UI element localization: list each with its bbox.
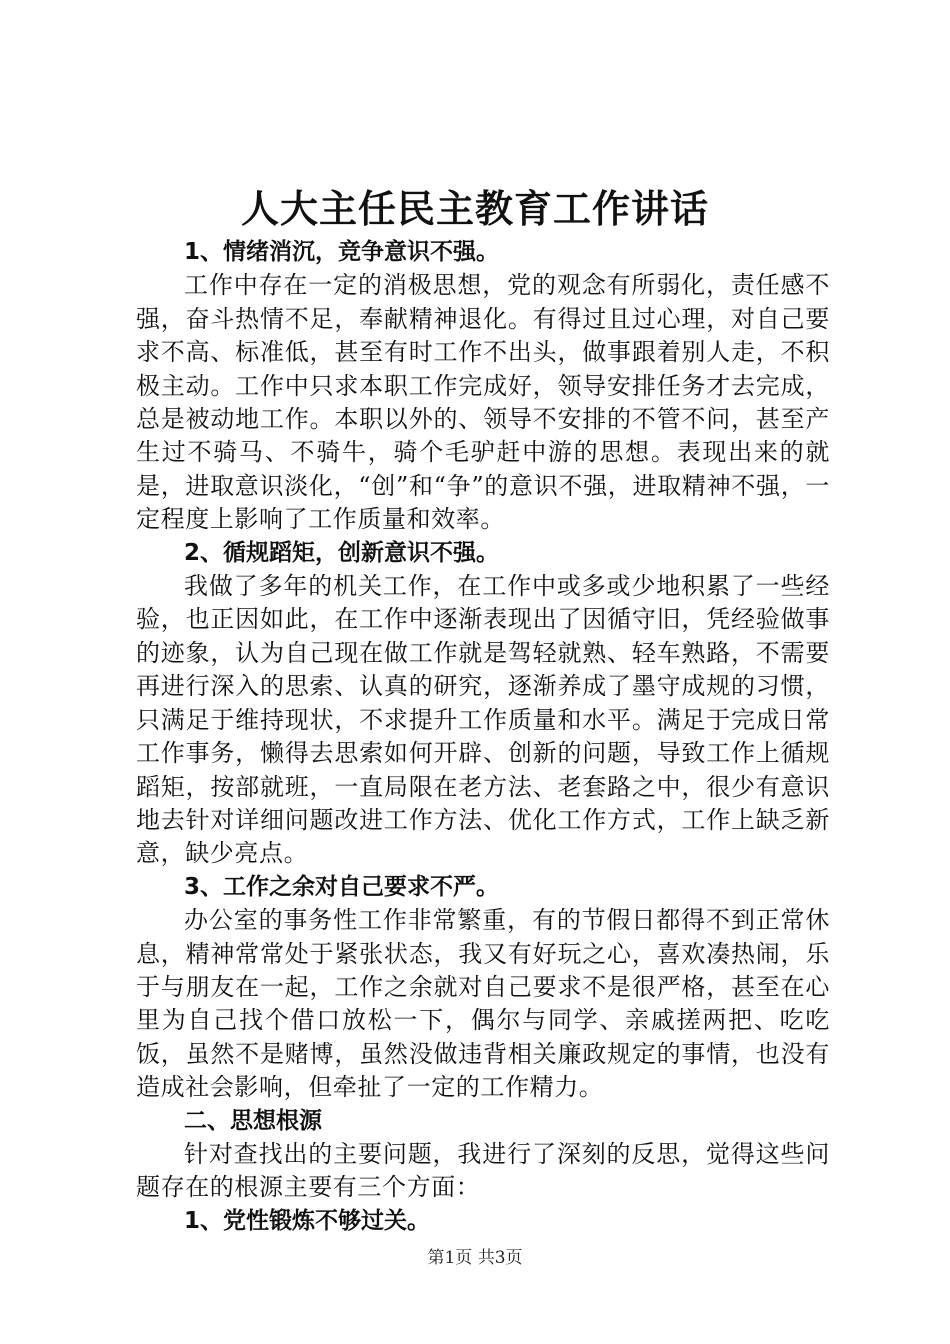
section-heading: 1、党性锻炼不够过关。 bbox=[184, 1207, 431, 1234]
body-paragraph: 工作中存在一定的消极思想，党的观念有所弱化，责任感不强，奋斗热情不足，奉献精神退化。有得过且过心理，对自己要求不高、标准低，甚至有时工作不出头，做事跟着别人走，不积极主动。工作中只求本职工作完成好，领导安排任务才去完成，总是被动地工作。本职以外的、领导不安排的不管不问，甚至产生过不骑马、不骑牛，骑个毛驴赶中游的思想。表现出来的就是，进取意识淡化，“创”和“争”的意识不强，进取精神不强，一定程度上影响了工作质量和效率。 bbox=[136, 271, 830, 534]
section-heading: 3、工作之余对自己要求不严。 bbox=[184, 873, 500, 900]
document-body bbox=[136, 236, 830, 1238]
document-title: 人大主任民主教育工作讲话 bbox=[240, 186, 709, 231]
section-heading: 二、思想根源 bbox=[184, 1107, 322, 1134]
page-number-footer: 第1页 共3页 bbox=[427, 1248, 523, 1268]
section-heading: 2、循规蹈矩，创新意识不强。 bbox=[184, 539, 500, 566]
body-paragraph: 办公室的事务性工作非常繁重，有的节假日都得不到正常休息，精神常常处于紧张状态，我又有好玩之心，喜欢凑热闹，乐于与朋友在一起，工作之余就对自己要求不是很严格，甚至在心里为自己找个借口放松一下，偶尔与同学、亲戚搓两把、吃吃饭，虽然不是赌博，虽然没做违背相关廉政规定的事情，也没有造成社会影响，但牵扯了一定的工作精力。 bbox=[136, 906, 830, 1102]
body-paragraph: 我做了多年的机关工作，在工作中或多或少地积累了一些经验，也正因如此，在工作中逐渐表现出了因循守旧，凭经验做事的迹象，认为自己现在做工作就是驾轻就熟、轻车熟路，不需要再进行深入的思索、认真的研究，逐渐养成了墨守成规的习惯，只满足于维持现状，不求提升工作质量和水平。满足于完成日常工作事务，懒得去思索如何开辟、创新的问题，导致工作上循规蹈矩，按部就班，一直局限在老方法、老套路之中，很少有意识地去针对详细问题改进工作方法、优化工作方式，工作上缺乏新意，缺少亮点。 bbox=[136, 572, 830, 868]
body-paragraph: 针对查找出的主要问题，我进行了深刻的反思，觉得这些问题存在的根源主要有三个方面： bbox=[136, 1139, 830, 1202]
section-heading: 1、情绪消沉，竞争意识不强。 bbox=[184, 239, 500, 265]
